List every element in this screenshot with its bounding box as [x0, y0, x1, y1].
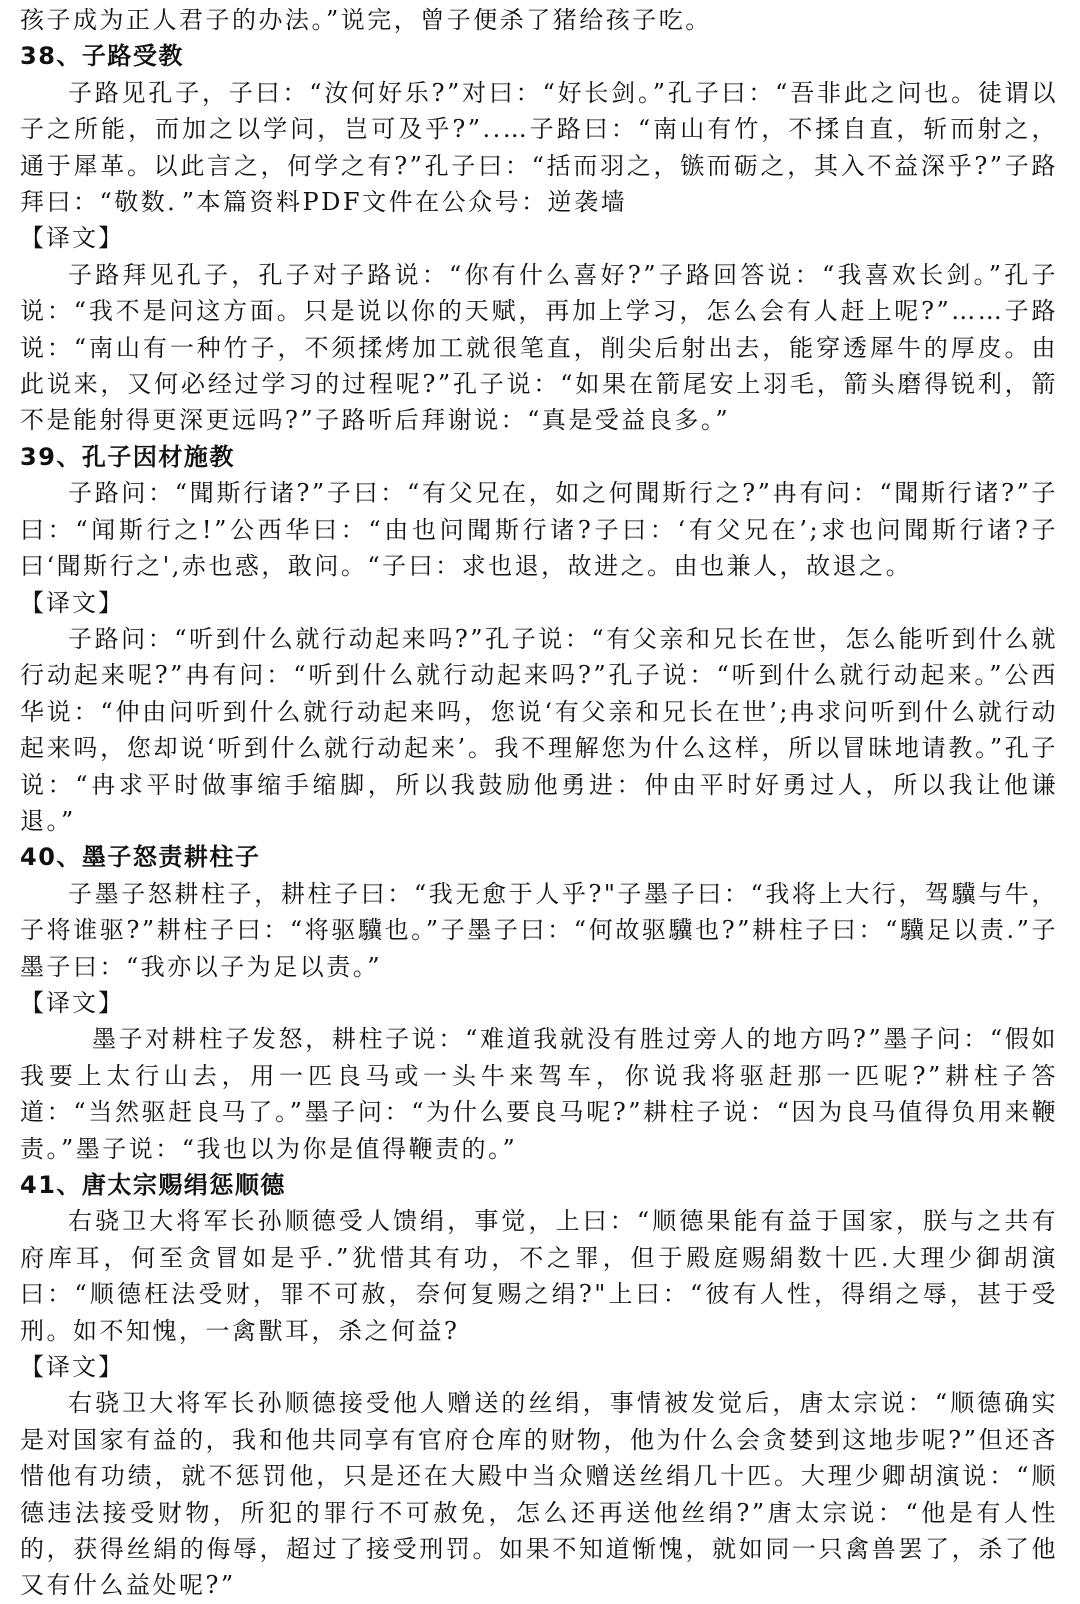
section-heading: 38、子路受教 [20, 42, 184, 71]
classical-text: 子路见孔子，子曰：“汝何好乐?”对曰：“好长剑。”孔子曰：“吾非此之问也。徒谓以子之所能，而加之以学问，岂可及乎?”..…子路曰：“南山有竹，不揉自直，斩而射之，通于犀革。以此言之，何学之有?”孔子曰：“括而羽之，镞而砺之，其入不益深乎?”子路拜曰：“敬数．”本篇资料PDF文件在公众号：逆袭墙 [20, 78, 1058, 217]
translation-text: 子路问：“听到什么就行动起来吗?”孔子说：“有父亲和兄长在世，怎么能听到什么就行动起来呢?”冉有问：“听到什么就行动起来吗?”孔子说：“听到什么就行动起来。”公西华说：“仲由问听到什么就行动起来吗，您说‘有父亲和兄长在世’;冉求问听到什么就行动起来吗，您却说‘听到什么就行动起来’。我不理解您为什么这样，所以冒昧地请教。”孔子说：“冉求平时做事缩手缩脚，所以我鼓励他勇进：仲由平时好勇过人，所以我让他谦退。” [20, 624, 1058, 835]
section-heading: 39、孔子因材施教 [20, 442, 235, 471]
previous-story-tail: 孩子成为正人君子的办法。”说完，曾子便杀了猪给孩子吃。 [20, 6, 712, 34]
section-heading: 41、唐太宗赐绢惩顺德 [20, 1171, 286, 1199]
translation-text: 右骁卫大将军长孙顺德接受他人赠送的丝绢，事情被发觉后，唐太宗说：“顺德确实是对国家有益的，我和他共同享有官府仓库的财物，他为什么会贪婪到这地步呢?”但还吝惜他有功绩，就不惩罚他，只是还在大殿中当众赠送丝绢几十匹。大理少卿胡演说：“顺德违法接受财物，所犯的罪行不可赦免，怎么还再送他丝绢?”唐太宗说：“他是有人性的，获得丝絹的侮辱，超过了接受刑罚。如果不知道惭愧，就如同一只禽兽罢了，杀了他又有什么益处呢?” [20, 1389, 1058, 1600]
translation-label: 【译文】 [20, 588, 124, 617]
translation-text: 子路拜见孔子，孔子对子路说：“你有什么喜好?”子路回答说：“我喜欢长剑。”孔子说：“我不是问这方面。只是说以你的天赋，再加上学习，怎么会有人赶上呢?”……子路说：“南山有一种竹子，不须揉烤加工就很笔直，削尖后射出去，能穿透犀牛的厚皮。由此说来，又何必经过学习的过程呢?”孔子说：“如果在箭尾安上羽毛，箭头磨得锐利，箭不是能射得更深更远吗?”子路听后拜谢说：“真是受益良多。” [20, 260, 1058, 435]
classical-text: 右骁卫大将军长孙顺德受人馈绢，事觉，上曰：“顺德果能有益于国家，朕与之共有府库耳，何至贪冒如是乎.”犹惜其有功，不之罪，但于殿庭赐絹数十匹.大理少御胡演曰：“顺德枉法受财，罪不可赦，奈何复赐之绢?"上曰：“彼有人性，得绢之辱，甚于受刑。如不知愧，一禽獸耳，杀之何益? [20, 1207, 1058, 1345]
translation-label: 【译文】 [20, 224, 124, 253]
translation-text: 墨子对耕柱子发怒，耕柱子说：“难道我就没有胜过旁人的地方吗?”墨子问：“假如我要上太行山去，用一匹良马或一头牛来驾车，你说我将驱赶那一匹呢?”耕柱子答道：“当然驱赶良马了。”墨子问：“为什么要良马呢?”耕柱子说：“因为良马值得负用来鞭责。”墨子说：“我也以为你是值得鞭责的。” [20, 1025, 1058, 1163]
translation-label: 【译文】 [20, 988, 124, 1017]
classical-text: 子路问：“聞斯行诸?”子曰：“有父兄在，如之何聞斯行之?”冉有问：“聞斯行诸?”子曰：“闻斯行之!”公西华曰：“由也问聞斯行诸?子曰：‘有父兄在’;求也问聞斯行诸?子曰‘聞斯行之',赤也惑，敢问。“子曰：求也退，故进之。由也兼人，故退之。 [20, 479, 1058, 581]
translation-label: 【译文】 [20, 1353, 124, 1382]
classical-text: 子墨子怒耕柱子，耕柱子曰：“我无愈于人乎?"子墨子曰：“我将上大行，驾驥与牛，子将谁驱?”耕柱子曰：“将驱驥也。”子墨子曰：“何故驱驥也?”耕柱子曰：“驥足以责.”子墨子曰：“我亦以子为足以责。” [20, 879, 1058, 981]
section-heading: 40、墨子怒责耕柱子 [20, 843, 261, 872]
